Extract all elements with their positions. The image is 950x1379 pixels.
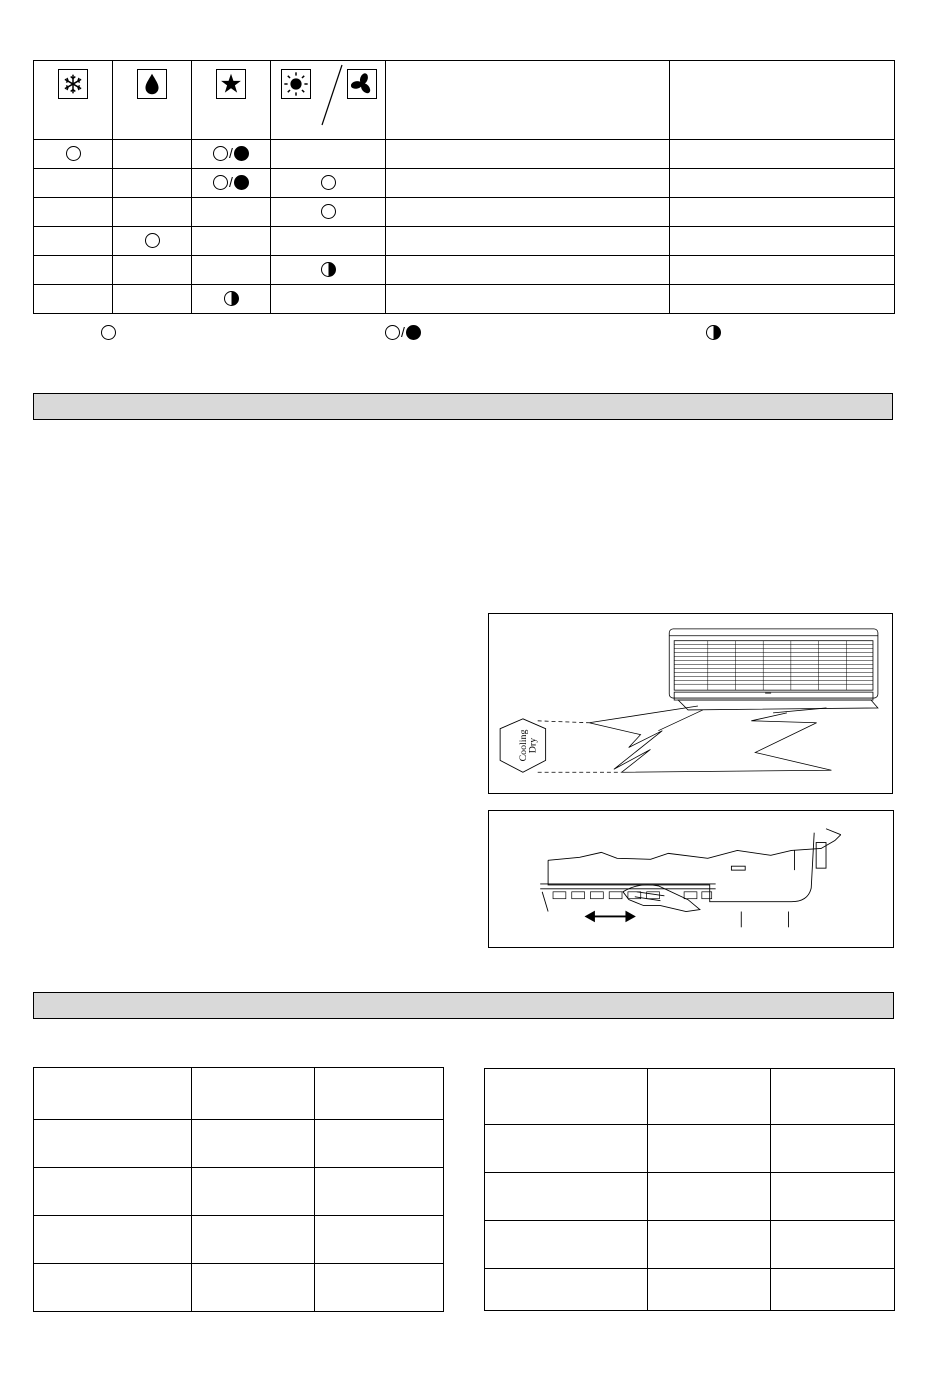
indicator-cell <box>670 140 895 169</box>
grid-cell <box>34 1168 192 1216</box>
grid-cell <box>192 1216 315 1264</box>
grid-cell <box>315 1068 444 1120</box>
grid-cell <box>771 1221 895 1269</box>
grid-row <box>485 1125 895 1173</box>
grid-row <box>485 1173 895 1221</box>
filled-circle-icon <box>234 146 249 161</box>
header-cooling <box>34 61 113 140</box>
indicator-cell <box>113 227 192 256</box>
water-drop-icon <box>137 69 167 99</box>
open-circle-icon <box>66 146 81 161</box>
indicator-cell <box>192 227 271 256</box>
indicator-cell <box>113 140 192 169</box>
grid-cell <box>771 1069 895 1125</box>
grid-cell <box>315 1168 444 1216</box>
grid-cell <box>648 1269 771 1311</box>
indicator-cell <box>113 285 192 314</box>
slash-separator: / <box>229 174 233 191</box>
header-empty-5 <box>386 61 670 140</box>
section-header-bar <box>33 393 893 420</box>
grid-row <box>34 1216 444 1264</box>
grid-cell <box>34 1068 192 1120</box>
grid-cell <box>648 1125 771 1173</box>
snowflake-icon <box>58 69 88 99</box>
indicator-cell <box>113 169 192 198</box>
legend-open <box>101 325 116 340</box>
grid-cell <box>315 1264 444 1312</box>
indicator-cell <box>386 227 670 256</box>
grid-cell <box>771 1269 895 1311</box>
indicator-cell <box>34 169 113 198</box>
indicator-cell <box>34 227 113 256</box>
indicator-row <box>34 256 895 285</box>
indicator-cell <box>34 285 113 314</box>
grid-cell <box>485 1069 648 1125</box>
open-circle-icon <box>321 204 336 219</box>
grid-cell <box>485 1221 648 1269</box>
indicator-cell <box>34 256 113 285</box>
section-header-bar-2 <box>33 992 894 1019</box>
indicator-cell <box>670 256 895 285</box>
grid-cell <box>771 1173 895 1221</box>
open-circle-icon <box>385 325 400 340</box>
indicator-cell <box>34 140 113 169</box>
open-circle-icon <box>213 175 228 190</box>
grid-row <box>34 1068 444 1120</box>
indicator-cell <box>386 140 670 169</box>
indicator-cell <box>192 198 271 227</box>
indicator-cell <box>34 198 113 227</box>
half-circle-icon <box>321 262 336 277</box>
grid-cell <box>485 1125 648 1173</box>
airflow-figure <box>488 613 893 794</box>
open-circle-icon <box>101 325 116 340</box>
grid-row <box>34 1264 444 1312</box>
louver-adjust-figure <box>488 810 894 948</box>
indicator-cell <box>192 140 271 169</box>
grid-cell <box>192 1120 315 1168</box>
indicator-row <box>34 227 895 256</box>
grid-cell <box>648 1069 771 1125</box>
grid-cell <box>315 1216 444 1264</box>
indicator-cell <box>386 198 670 227</box>
grid-cell <box>192 1068 315 1120</box>
airflow-label-cooling: Cooling <box>517 729 529 762</box>
grid-cell <box>315 1120 444 1168</box>
indoor-unit-illustration <box>669 629 878 710</box>
star-icon <box>216 69 246 99</box>
open-circle-icon <box>213 146 228 161</box>
indicator-cell <box>271 140 386 169</box>
header-empty-6 <box>670 61 895 140</box>
sun-icon <box>281 69 311 99</box>
legend-open-or-filled <box>385 325 421 340</box>
grid-row <box>485 1069 895 1125</box>
filled-circle-icon <box>234 175 249 190</box>
grid-cell <box>34 1216 192 1264</box>
indicator-cell <box>271 285 386 314</box>
unit-underside-illustration <box>540 829 841 928</box>
grid-row <box>34 1168 444 1216</box>
half-circle-icon <box>224 291 239 306</box>
indicator-cell <box>386 169 670 198</box>
grid-cell <box>192 1168 315 1216</box>
right-grid-table <box>484 1068 895 1311</box>
indicator-row <box>34 285 895 314</box>
legend-half <box>706 325 721 340</box>
indicator-cell <box>271 256 386 285</box>
grid-cell <box>771 1125 895 1173</box>
indicator-header-row <box>34 61 895 140</box>
grid-row <box>485 1221 895 1269</box>
open-circle-icon <box>321 175 336 190</box>
header-dry <box>113 61 192 140</box>
double-arrow-icon <box>586 912 635 922</box>
indicator-row <box>34 169 895 198</box>
grid-cell <box>648 1173 771 1221</box>
indicator-row <box>34 198 895 227</box>
airflow-label-dry: Dry <box>527 737 539 754</box>
slash-separator: / <box>229 145 233 162</box>
indicator-cell <box>113 256 192 285</box>
indicator-cell <box>386 285 670 314</box>
indicator-cell <box>192 256 271 285</box>
indicator-cell <box>271 227 386 256</box>
filled-circle-icon <box>406 325 421 340</box>
grid-cell <box>485 1173 648 1221</box>
left-grid-table <box>33 1067 444 1312</box>
header-heating-fan <box>271 61 386 140</box>
indicator-cell <box>271 169 386 198</box>
slash-separator: / <box>401 324 405 340</box>
indicator-cell <box>386 256 670 285</box>
grid-cell <box>648 1221 771 1269</box>
indicator-cell <box>670 285 895 314</box>
grid-cell <box>485 1269 648 1311</box>
fan-icon <box>347 69 377 99</box>
grid-row <box>34 1120 444 1168</box>
grid-cell <box>34 1264 192 1312</box>
indicator-cell <box>670 169 895 198</box>
indicator-cell <box>192 285 271 314</box>
airflow-lines <box>538 706 832 772</box>
divider-slash <box>317 63 347 127</box>
grid-row <box>485 1269 895 1311</box>
indicator-cell <box>271 198 386 227</box>
grid-cell <box>34 1120 192 1168</box>
indicator-cell <box>192 169 271 198</box>
indicator-table <box>33 60 895 314</box>
indicator-row <box>34 140 895 169</box>
indicator-cell <box>670 227 895 256</box>
indicator-cell <box>670 198 895 227</box>
open-circle-icon <box>145 233 160 248</box>
header-auto <box>192 61 271 140</box>
half-circle-icon <box>706 325 721 340</box>
grid-cell <box>192 1264 315 1312</box>
indicator-cell <box>113 198 192 227</box>
